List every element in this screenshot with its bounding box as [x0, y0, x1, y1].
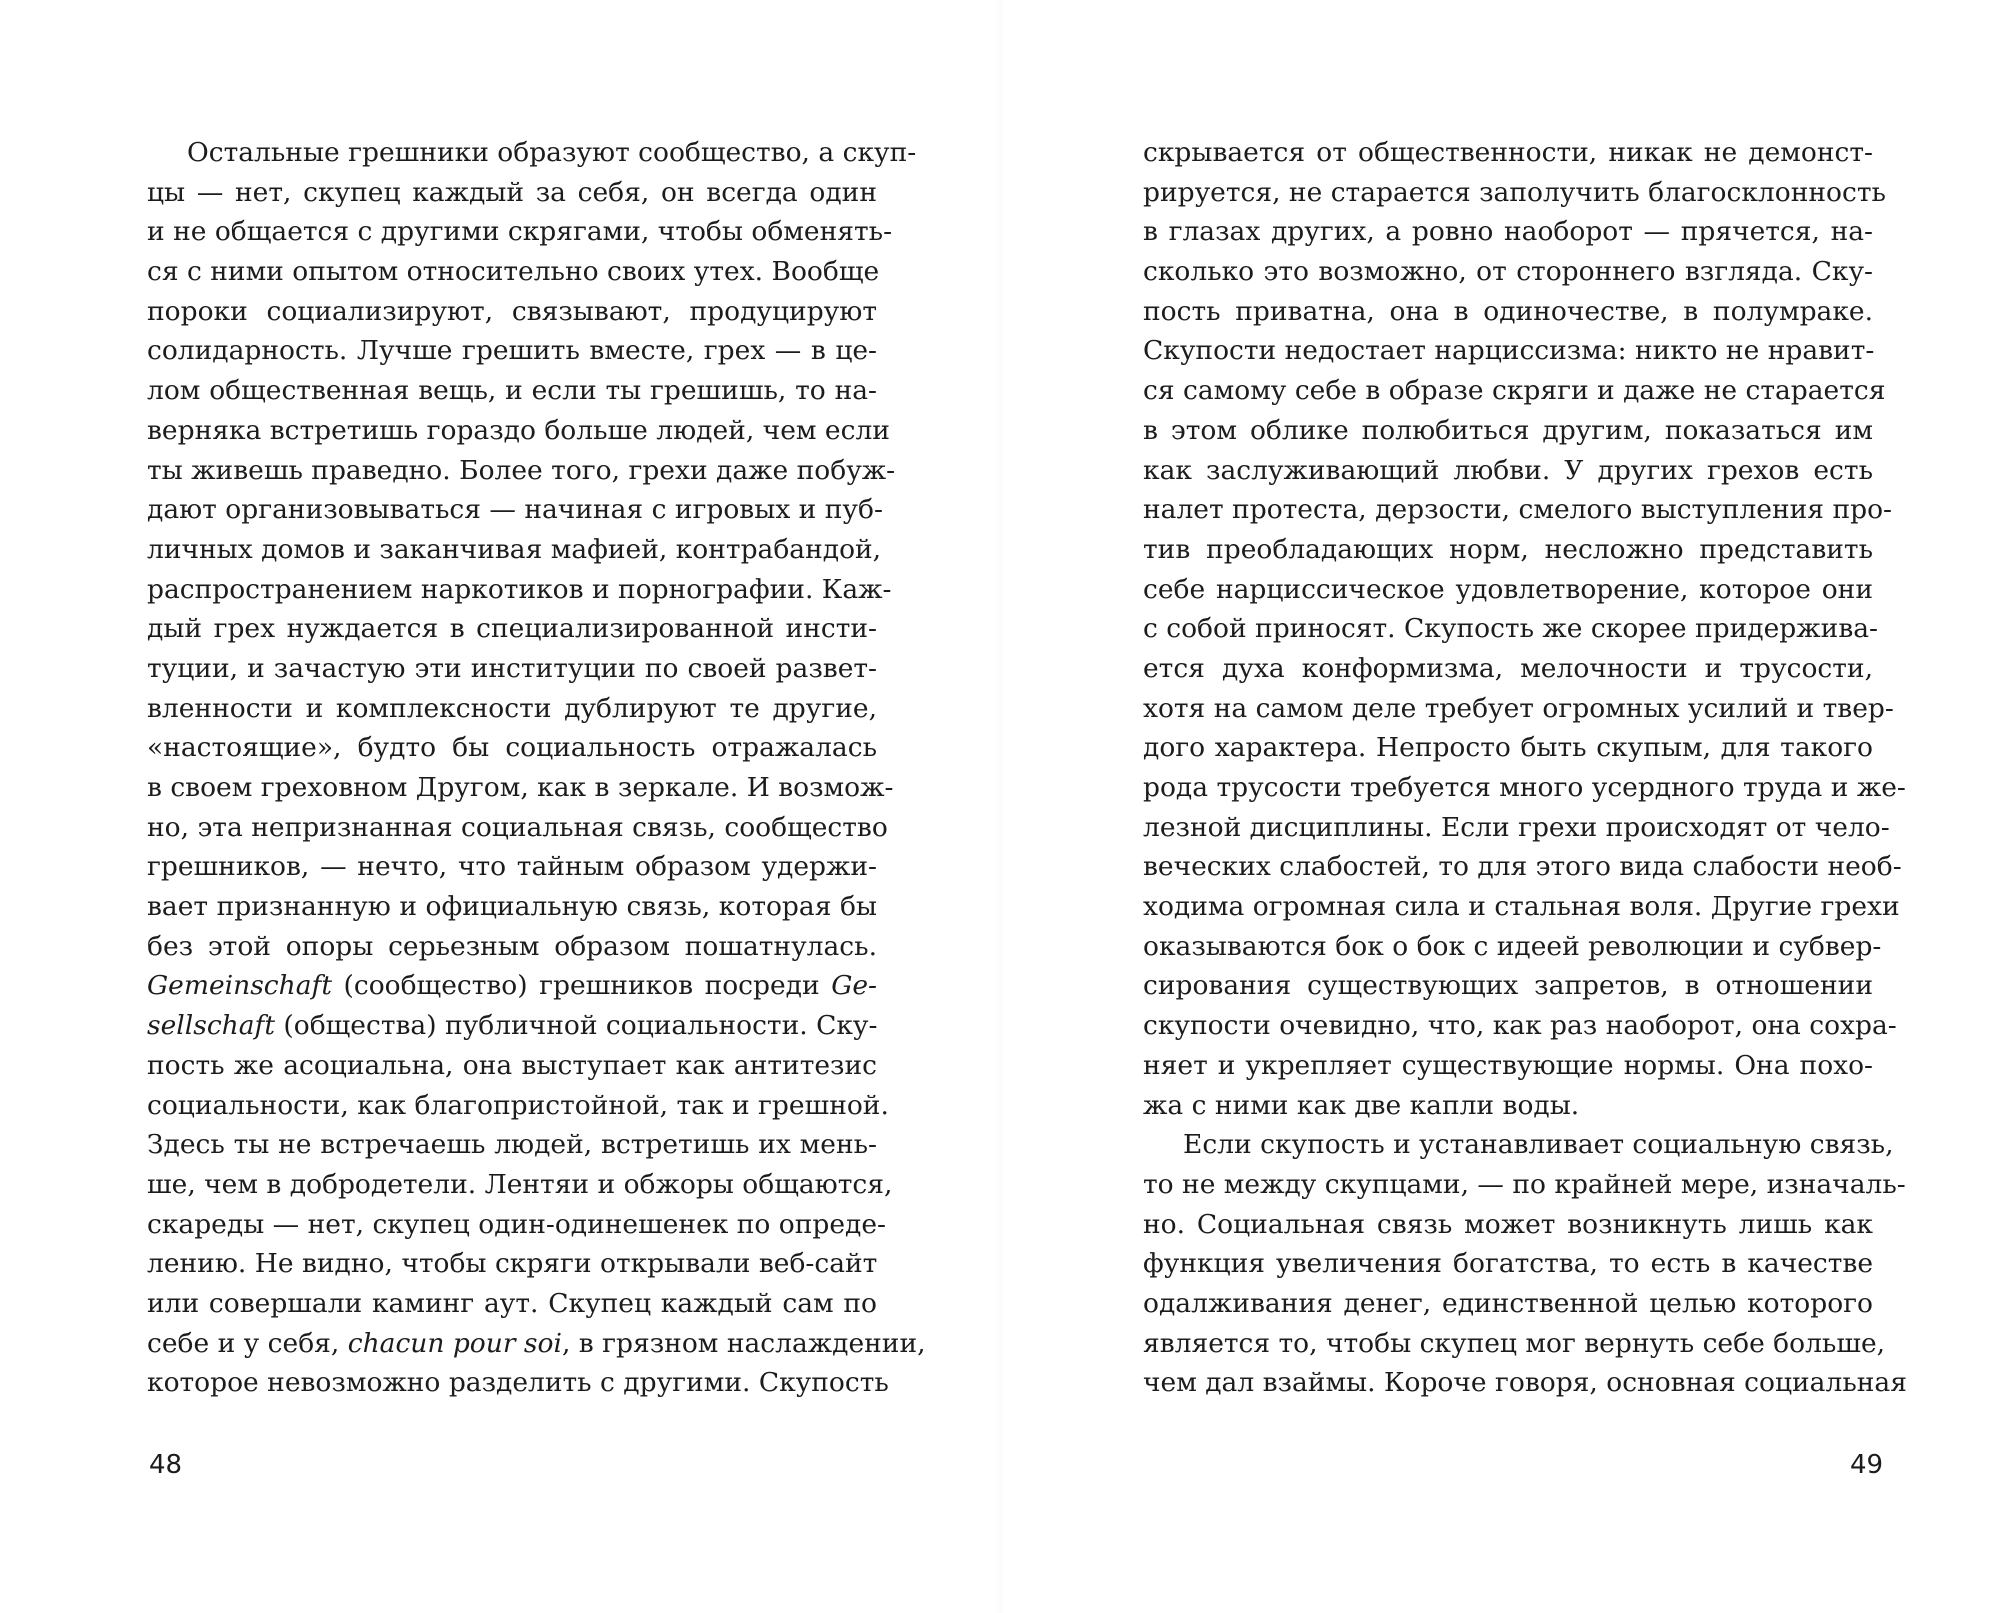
text-line: пость приватна, она в одиночестве, в полумраке.	[1143, 295, 1873, 327]
text-line: няет и укрепляет существующие нормы. Она похо-	[1143, 1049, 1873, 1081]
text-line: ся самому себе в образе скряги и даже не старается	[1143, 375, 1886, 407]
text-line: с собой приносят. Скупость же скорее придержива-	[1143, 613, 1878, 645]
text-line: то не между скупцами, — по крайней мере, изначаль-	[1143, 1168, 1906, 1200]
text-line-with-italic	[147, 966, 877, 1006]
text-line-with-italic	[147, 1324, 926, 1364]
text-line: рируется, не старается заполучить благосклонность	[1143, 176, 1886, 208]
text-line: ходима огромная сила и стальная воля. Другие грехи	[1143, 891, 1900, 923]
text-line: которое невозможно разделить с другими. Скупость	[147, 1367, 889, 1399]
text-line: веческих слабостей, то для этого вида слабости необ-	[1143, 851, 1902, 883]
text-line: но. Социальная связь может возникнуть лишь как	[1143, 1208, 1873, 1240]
text-line: рода трусости требуется много усердного труда и же-	[1143, 772, 1906, 803]
italic-term: chacun pour soi	[347, 1327, 562, 1359]
text-line: Здесь ты не встречаешь людей, встретишь их мень-	[147, 1129, 877, 1161]
italic-term: Gemeinschaft	[147, 970, 332, 1002]
text-line: лению. Не видно, чтобы скряги открывали веб-сайт	[147, 1248, 878, 1280]
text-line: пороки социализируют, связывают, продуцируют	[147, 295, 877, 327]
page-number-right: 49	[1850, 1450, 1884, 1480]
text-line: или совершали каминг аут. Скупец каждый сам по	[147, 1287, 877, 1319]
text-line: скареды — нет, скупец один-одинешенек по опреде-	[147, 1208, 886, 1240]
text-line: в глазах других, а ровно наоборот — прячется, на-	[1143, 216, 1873, 248]
text-line: «настоящие», будто бы социальность отражалась	[147, 732, 877, 764]
text-line: скрывается от общественности, никак не демонст-	[1143, 137, 1873, 168]
text-line: туции, и зачастую эти институции по своей развет-	[147, 652, 877, 684]
text-line: ты живешь праведно. Более того, грехи даже побуж-	[147, 454, 896, 486]
text-line: чем дал взаймы. Короче говоря, основная социальная	[1143, 1367, 1907, 1399]
text-line: как заслуживающий любви. У других грехов есть	[1143, 454, 1873, 486]
text-line: ше, чем в добродетели. Лентяи и обжоры общаются,	[147, 1168, 893, 1200]
text-line: пость же асоциальна, она выступает как антитезис	[147, 1049, 877, 1081]
text-line-with-italic	[147, 1006, 877, 1046]
page-number-left: 48	[149, 1450, 183, 1480]
text-line: лезной дисциплины. Если грехи происходят от чело-	[1143, 811, 1890, 843]
text-line: дого характера. Непросто быть скупым, для такого	[1143, 732, 1873, 764]
text-line: верняка встретишь гораздо больше людей, чем если	[147, 414, 890, 446]
left-page-text	[147, 133, 926, 1403]
italic-term: sellschaft	[147, 1010, 275, 1042]
text-line: ся с ними опытом относительно своих утех. Вообще	[147, 256, 880, 288]
text-line: тив преобладающих норм, несложно представить	[1143, 533, 1873, 565]
text-line: дый грех нуждается в специализированной инсти-	[147, 613, 877, 645]
text-line: вленности и комплексности дублируют те другие,	[147, 692, 877, 724]
text-line: одалживания денег, единственной целью которого	[1143, 1287, 1873, 1319]
text-line: но, эта непризнанная социальная связь, сообщество	[147, 811, 888, 843]
text-line: ется духа конформизма, мелочности и трусости,	[1143, 652, 1873, 684]
text-line: сирования существующих запретов, в отношении	[1143, 970, 1873, 1002]
text-line: цы — нет, скупец каждый за себя, он всегда один	[147, 176, 877, 208]
text-line: сколько это возможно, от стороннего взгляда. Ску-	[1143, 256, 1873, 288]
text-line: себе нарциссическое удовлетворение, которое они	[1143, 573, 1873, 605]
text-line: солидарность. Лучше грешить вместе, грех — в це-	[147, 335, 877, 367]
text-line: оказываются бок о бок с идеей революции и субвер-	[1143, 930, 1882, 962]
text-line: грешников, — нечто, что тайным образом удержи-	[147, 851, 877, 883]
text-run: (общества) публичной социальности. Ску-	[275, 1010, 878, 1042]
right-page-text	[1143, 133, 1907, 1403]
text-line: вает признанную и официальную связь, которая бы	[147, 891, 877, 923]
text-line: в своем греховном Другом, как в зеркале. И возмож-	[147, 772, 894, 803]
text-run: , в грязном наслаждении,	[561, 1327, 926, 1359]
text-line: Если скупость и устанавливает социальную связь,	[1183, 1129, 1894, 1161]
text-line: в этом облике полюбиться другим, показаться им	[1143, 414, 1873, 446]
text-line: функция увеличения богатства, то есть в качестве	[1143, 1248, 1873, 1280]
text-line: и не общается с другими скрягами, чтобы обменять-	[147, 216, 893, 248]
text-line: распространением наркотиков и порнографии. Каж-	[147, 573, 892, 605]
text-line: жа с ними как две капли воды.	[1143, 1089, 1580, 1121]
text-run: (сообщество) грешников посреди	[331, 970, 832, 1002]
right-page	[1000, 0, 2000, 1613]
text-line: хотя на самом деле требует огромных усилий и твер-	[1143, 692, 1894, 724]
italic-term: Ge-	[831, 970, 877, 1002]
text-run: себе и у себя,	[147, 1327, 348, 1359]
text-line: скупости очевидно, что, как раз наоборот, она сохра-	[1143, 1010, 1897, 1042]
text-line: личных домов и заканчивая мафией, контрабандой,	[147, 533, 882, 565]
text-line: лом общественная вещь, и если ты грешишь, то на-	[147, 375, 877, 407]
text-line: социальности, как благопристойной, так и грешной.	[147, 1089, 889, 1121]
text-line: налет протеста, дерзости, смелого выступления про-	[1143, 494, 1892, 526]
text-line: без этой опоры серьезным образом пошатнулась.	[147, 930, 877, 962]
text-line: Остальные грешники образуют сообщество, а скуп-	[187, 137, 917, 168]
text-line: Скупости недостает нарциссизма: никто не нравит-	[1143, 335, 1875, 367]
text-line: дают организовываться — начиная с игровых и пуб-	[147, 494, 883, 526]
text-line: является то, чтобы скупец мог вернуть себе больше,	[1143, 1327, 1886, 1359]
